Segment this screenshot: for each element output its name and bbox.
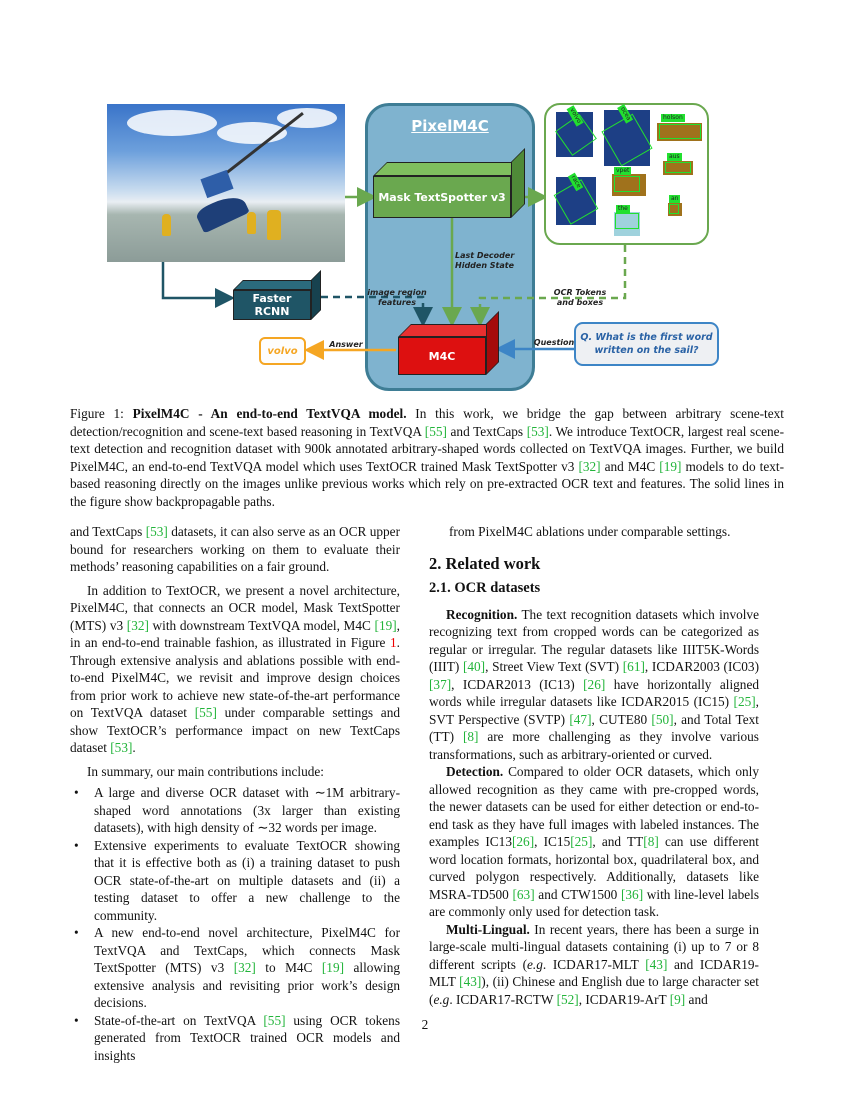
ocr-label: race — [568, 173, 583, 192]
citation-link[interactable]: [19] — [321, 960, 345, 975]
citation-link[interactable]: [43] — [645, 956, 668, 972]
pixelm4c-title: PixelM4C — [411, 117, 489, 135]
caption-title: PixelM4C - An end-to-end TextVQA model. — [132, 406, 407, 421]
citation-link[interactable]: [50] — [651, 711, 674, 727]
citation-link[interactable]: [37] — [429, 676, 452, 692]
question-box: Q. What is the first word written on the sail? — [574, 322, 719, 366]
paragraph: Recognition. The text recognition datasets which involve recognizing text from cropped words can be categorized as regular or irregular. The regular datasets like IIIT5K-Words (IIIT) [40], Street View Text (SVT) [61], ICDAR2003 (IC03) [37], ICDAR2013 (IC13) [26] have horizontally aligned words while irregular datasets like ICDAR2015 (IC15) [25], SVT Perspective (SVTP) [47], CUTE80 [50], and Total Text (TT) [8] are more challenging as they involve various transformations, such as arbitrary-oriented or curved. — [429, 606, 759, 762]
citation-link[interactable]: [25] — [570, 834, 593, 849]
paragraph: Multi-Lingual. In recent years, there has been a surge in large-scale multi-lingual datasets containing (i) up to 7 or 8 different scripts (e.g. ICDAR17-MLT [43] and ICDAR19-MLT [43]), (ii) Chinese and English due to large character set (e.g. ICDAR17-RCTW [52], ICDAR19-ArT [9] and — [429, 921, 760, 1007]
citation-link[interactable]: [40] — [462, 659, 486, 674]
citation-link[interactable]: [53] — [145, 524, 168, 539]
ocr-label: the — [618, 205, 628, 212]
citation-link[interactable]: [32] — [126, 617, 149, 633]
ocr-label: holson — [663, 114, 683, 121]
list-item: • A new end-to-end novel architecture, PixelM4C for TextVQA and TextCaps, which connects Mask TextSpotter (MTS) v3 [32] to M4C [19] allowing extensive analysis and revisiting prior work’s design decisions. — [70, 924, 400, 1012]
list-item: • State-of-the-art on TextVQA [55] using OCR tokens generated from TextOCR trained OCR models and insights — [70, 1012, 400, 1065]
citation-link[interactable]: [52] — [556, 991, 579, 1007]
ocr-label: volvo — [567, 105, 584, 126]
mask-textspotter-block: Mask TextSpotter v3 — [373, 176, 511, 218]
last-decoder-label: Last Decoder Hidden State — [455, 251, 515, 270]
paragraph: In summary, our main contributions include: — [87, 763, 324, 779]
citation-link[interactable]: [32] — [578, 458, 601, 474]
paragraph: Detection. Compared to older OCR datasets, which only allowed recognition as they came with pre-cropped words, the newer datasets can be used for either detection or end-to-end task as they have full images with labeled instances. The examples IC13[26], IC15[25], and TT[8] can use different word location formats, horizontal box, quadrilateral box, and curved polygon respectively. Additionally, datasets like MSRA-TD500 [63] and CTW1500 [36] with line-level labels are commonly only used for detection task. — [429, 764, 759, 919]
ocr-tokens-label: OCR Tokens and boxes — [553, 288, 607, 307]
figure-caption: Figure 1: PixelM4C - An end-to-end TextVQA model. In this work, we bridge the gap between arbitrary scene-text detection/recognition and scene-text based reasoning in TextVQA [55] and TextCaps [53]. We introduce TextOCR, largest real scene-text detection and recognition dataset with 900k annotated arbitrary-shaped words collected on TextVQA images. Further, we build PixelM4C, an end-to-end TextVQA model which uses TextOCR trained Mask TextSpotter v3 [32] and M4C [19] models to do text-based reasoning directly on the images unlike previous works which rely on pre-extracted OCR text and features. The solid lines in the figure show backpropagable paths. — [70, 406, 785, 509]
subsection-heading: 2.1. OCR datasets — [429, 580, 541, 596]
citation-link[interactable]: [8] — [643, 834, 659, 849]
citation-link[interactable]: [32] — [233, 960, 256, 975]
citation-link[interactable]: [9] — [669, 991, 686, 1007]
question-arrow-label: Question — [533, 338, 575, 347]
paragraph: In addition to TextOCR, we present a novel architecture, PixelM4C, that connects an OCR model, Mask TextSpotter (MTS) v3 [32] with downstream TextVQA model, M4C [19], in an end-to-end trainable fashion, as illustrated in Figure 1. Through extensive analysis and ablations possible with end-to-end PixelM4C, we revisit and improve design choices from prior work to achieve new state-of-the-art performance on TextVQA dataset [55] under comparable settings and show TextOCR’s performance impact on new TextCaps dataset [53]. — [70, 582, 400, 755]
ocr-label: aus — [669, 153, 680, 160]
citation-link[interactable]: [26] — [511, 834, 535, 849]
citation-link[interactable]: [63] — [512, 886, 535, 902]
right-column — [429, 523, 759, 1008]
citation-link[interactable]: [55] — [424, 423, 447, 439]
image-region-label: image region features — [367, 288, 427, 307]
citation-link[interactable]: [55] — [263, 1012, 286, 1028]
left-column — [70, 523, 400, 1064]
citation-link[interactable]: [53] — [110, 740, 133, 755]
citation-link[interactable]: [55] — [194, 705, 217, 720]
ocr-label: vpet — [616, 167, 630, 174]
list-item: • Extensive experiments to evaluate TextOCR showing that it is effective both as (i) a training dataset to push OCR state-of-the-art on multiple datasets and (ii) a testing dataset to offer a new challenge to the community. — [70, 837, 400, 925]
citation-link[interactable]: [26] — [583, 676, 606, 692]
section-heading: 2. Related work — [429, 553, 541, 573]
citation-link[interactable]: [19] — [659, 458, 682, 474]
citation-link[interactable]: [25] — [733, 694, 756, 709]
citation-link[interactable]: [43] — [459, 974, 482, 989]
citation-link[interactable]: [53] — [526, 423, 549, 439]
citation-link[interactable]: [36] — [620, 886, 644, 902]
figure-1 — [0, 0, 850, 400]
answer-arrow-label: Answer — [329, 340, 363, 349]
citation-link[interactable]: [47] — [569, 711, 592, 727]
citation-link[interactable]: [8] — [462, 729, 479, 744]
figure-ref-link[interactable]: 1 — [390, 635, 397, 650]
list-item: • A large and diverse OCR dataset with ∼1M arbitrary-shaped word annotations (3x larger than existing datasets), with high density of ∼32 words per image. — [70, 784, 400, 837]
ocr-label: an — [671, 195, 679, 202]
paragraph: from PixelM4C ablations under comparable settings. — [449, 524, 731, 539]
ocr-label: ocea — [617, 104, 633, 124]
paragraph: and TextCaps [53] datasets, it can also serve as an OCR upper bound for researchers working on them to evaluate their methods’ reasoning capabilities on a fair ground. — [70, 524, 401, 574]
m4c-block: M4C — [398, 337, 486, 375]
answer-box: volvo — [259, 337, 306, 365]
page-number: 2 — [421, 1017, 429, 1032]
citation-link[interactable]: [19] — [374, 617, 397, 633]
citation-link[interactable]: [61] — [622, 659, 645, 674]
faster-rcnn-block: Faster RCNN — [233, 290, 311, 320]
